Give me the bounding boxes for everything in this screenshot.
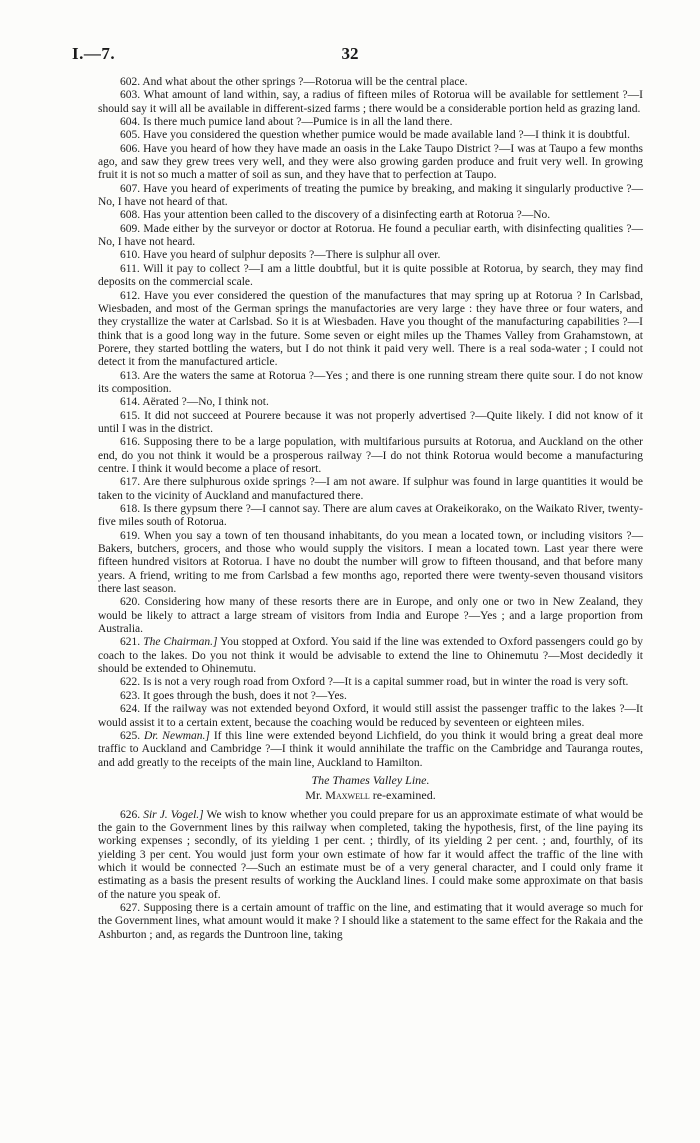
- paragraph-608: 608. Has your attention been called to the discovery of a disinfecting earth at Rotorua ?—No.: [120, 209, 551, 222]
- paragraph-625: [98, 730, 643, 770]
- page-number: 32: [341, 44, 359, 63]
- question-text: We wish to know whether you could prepare for us an approximate estimate of what would be the gain to the Government lines by this railway when completed, taking the hypothesis, first, of the line paying its working expenses ; secondly, of its yielding 1 per cent. ; thirdly, of its yielding 2 per cent. ; and, fourthly, of its yielding 3 per cent. You would just form your own estimate of how far it would affect the traffic of the line with which it would be connected ?—Such an estimate must be of a very general character, and I could only frame it estimating as a basis the present results of working the Auckland lines. I could make some approximate on that basis of the nature you speak of.: [98, 808, 643, 901]
- paragraph-627: 627. Supposing there is a certain amount of traffic on the line, and estimating that it would average so much for the Government lines, what amount would it make ? I should like a statement to the same effect for the Rakaia and the Ashburton ; and, as regards the Duntroon line, taking: [98, 901, 643, 941]
- paragraph-611: 611. Will it pay to collect ?—I am a little doubtful, but it is quite possible at Rotorua, by search, they may find deposits on the commercial scale.: [98, 262, 643, 289]
- paragraph-620: 620. Considering how many of these resorts there are in Europe, and only one or two in New Zealand, they would be likely to attract a large stream of visitors from India and Europe ?—Yes ; and a large proportion from Australia.: [98, 596, 643, 636]
- paragraph-613: 613. Are the waters the same at Rotorua ?—Yes ; and there is one running stream there quite sour. I do not know its composition.: [98, 369, 643, 395]
- speaker-name: Sir J. Vogel.]: [143, 808, 204, 821]
- paragraph-617: 617. Are there sulphurous oxide springs ?—I am not aware. If sulphur was found in large quantities it would be taken to the vicinity of Auckland and manufactured there.: [98, 476, 643, 502]
- paragraph-602: 602. And what about the other springs ?—Rotorua will be the central place.: [120, 76, 468, 88]
- question-text: If this line were extended beyond Lichfield, do you think it would bring a great deal more traffic to Auckland and Cambridge ?—I think it would annihilate the traffic on the Cambridge and Tauranga routes, and add greatly to the receipts of the main line, Auckland to Hamilton.: [98, 729, 644, 769]
- witness-name: Maxwell: [325, 788, 370, 803]
- question-number: 626.: [120, 808, 141, 821]
- speaker-name: Dr. Newman.]: [144, 729, 210, 742]
- speaker-name: The Chairman.]: [143, 636, 218, 649]
- paragraph-622: 622. Is is not a very rough road from Oxford ?—It is a capital summer road, but in winter the road is very soft.: [120, 676, 629, 689]
- paragraph-619: 619. When you say a town of ten thousand inhabitants, do you mean a located town, or including visitors ?—Bakers, butchers, grocers, and those who would supply the visitors. I mean a located town. Last year there were fifteen hundred visitors at Rotorua. I have no doubt the number will grow to fifteen thousand, and that before many years. A friend, writing to me from Carlsbad a few months ago, reported there were twenty-seven thousand visitors there last season.: [98, 529, 643, 596]
- witness-suffix: re-examined.: [372, 788, 436, 803]
- paragraph-624: 624. If the railway was not extended beyond Oxford, it would still assist the passenger traffic to the lakes ?—It would assist it to a certain extent, because the coaching would be reduced by seventeen or eighteen miles.: [98, 703, 643, 729]
- paragraph-614: 614. Aërated ?—No, I think not.: [120, 396, 269, 409]
- question-number: 625.: [120, 729, 141, 742]
- body-text: [98, 76, 643, 942]
- paragraph-610: 610. Have you heard of sulphur deposits ?—There is sulphur all over.: [120, 249, 441, 262]
- paragraph-621: [98, 636, 643, 676]
- paragraph-605: 605. Have you considered the question whether pumice would be made available land ?—I think it is doubtful.: [120, 129, 631, 142]
- paragraph-612: 612. Have you ever considered the question of the manufactures that may spring up at Rotorua ? In Carlsbad, Wiesbaden, and most of the German springs the manufactories are very large : they have three or four waters, and they crystallize the water at Carlsbad. So it is at Wiesbaden. Have you thought of the manufacturing capabilities ?—I think that is a good long way in the future. Some seven or eight miles up the Thames Valley from Grahamstown, at Porere, they started bottling the waters, but I do not think it paid very well. There is a real soda-water ; I could not detect it from the manufactured article.: [98, 289, 643, 369]
- section-heading: The Thames Valley Line.: [311, 772, 430, 787]
- question-number: 621.: [120, 636, 141, 649]
- paragraph-616: 616. Supposing there to be a large population, with multifarious pursuits at Rotorua, and Auckland on the other end, do you not think it would be a prosperous railway ?—I do not think Rotorua would become a manufacturing centre. I think it would become a place of resort.: [98, 436, 643, 475]
- question-text: You stopped at Oxford. You said if the line was extended to Oxford passengers could go by coach to the lakes. Do you not think it would be advisable to extend the line to Ohinemutu ?—Most decidedly it should be extended to Ohinemutu.: [98, 636, 644, 676]
- paragraph-603: 603. What amount of land within, say, a radius of fifteen miles of Rotorua will be available for settlement ?—I should say it will all be available in different-sized farms ; there would be a considerable portion held as grazing land.: [98, 89, 643, 115]
- document-reference: I.—7.: [72, 44, 116, 63]
- paragraph-607: 607. Have you heard of experiments of treating the pumice by breaking, and making it singularly productive ?—No, I have not heard of that.: [98, 182, 643, 209]
- paragraph-606: 606. Have you heard of how they have made an oasis in the Lake Taupo District ?—I was at Taupo a few months ago, and saw they grew trees very well, and they were also growing garden produce and fruit very well. In growing fruit it is not so much a matter of soil as sun, and they have that to perfection at Taupo.: [98, 142, 643, 182]
- paragraph-609: 609. Made either by the surveyor or doctor at Rotorua. He found a peculiar earth, with disinfecting qualities ?—No, I have not heard.: [98, 222, 643, 249]
- paragraph-618: 618. Is there gypsum there ?—I cannot say. There are alum caves at Orakeikorako, on the Waikato River, twenty-five miles south of Rotorua.: [98, 503, 643, 529]
- witness-prefix: Mr.: [305, 788, 323, 803]
- paragraph-626: [98, 809, 643, 902]
- witness-heading: [98, 789, 643, 802]
- paragraph-615: 615. It did not succeed at Pourere because it was not properly advertised ?—Quite likely. I did not know of it until I was in the district.: [98, 409, 643, 435]
- page-header: [72, 44, 628, 66]
- paragraph-604: 604. Is there much pumice land about ?—Pumice is in all the land there.: [120, 116, 453, 129]
- paragraph-623: 623. It goes through the bush, does it not ?—Yes.: [120, 689, 347, 702]
